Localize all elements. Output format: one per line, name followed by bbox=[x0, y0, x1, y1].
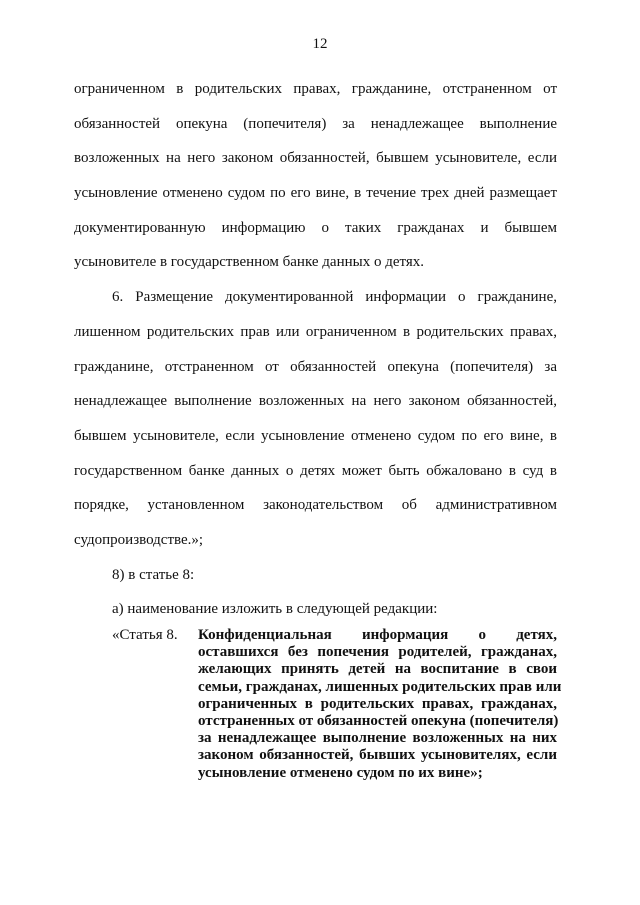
text-line: усыновителе в государственном банке данных о детях. bbox=[74, 254, 425, 271]
text-line: возложенных на него законом обязанностей, бывшем усыновителе, если bbox=[74, 150, 557, 167]
article-title-line: оставшихся без попечения родителей, гражданах, bbox=[198, 644, 557, 661]
article-title-line: Конфиденциальная информация о детях, bbox=[198, 627, 557, 643]
text-line: ограниченном в родительских правах, гражданине, отстраненном от bbox=[74, 81, 557, 97]
article-title-line: ограниченных в родительских правах, гражданах, bbox=[198, 695, 557, 712]
article-label: «Статья 8. bbox=[112, 627, 178, 643]
text-line: гражданине, отстраненном от обязанностей опекуна (попечителя) за bbox=[74, 358, 557, 375]
page-number: 12 bbox=[312, 36, 328, 52]
text-line: государственном банке данных о детях может быть обжаловано в суд в bbox=[74, 462, 557, 479]
text-line: усыновление отменено судом по его вине, в течение трех дней размещает bbox=[74, 185, 557, 202]
article-title-line: усыновление отменено судом по их вине»; bbox=[198, 764, 483, 781]
text-line: документированную информацию о таких гражданах и бывшем bbox=[74, 219, 557, 236]
article-title-line: отстраненных от обязанностей опекуна (попечителя) bbox=[198, 712, 559, 729]
document-body bbox=[74, 72, 557, 627]
text-line: обязанностей опекуна (попечителя) за ненадлежащее выполнение bbox=[74, 115, 557, 132]
text-line: лишенном родительских прав или ограниченном в родительских правах, bbox=[74, 323, 557, 340]
text-line: ненадлежащее выполнение возложенных на него законом обязанностей, bbox=[74, 393, 557, 410]
article-title-line: семьи, гражданах, лишенных родительских прав или bbox=[198, 678, 562, 695]
text-line: а) наименование изложить в следующей редакции: bbox=[112, 601, 438, 618]
text-line: порядке, установленном законодательством об административном bbox=[74, 497, 557, 514]
article-title bbox=[198, 627, 562, 782]
text-line: 6. Размещение документированной информации о гражданине, bbox=[112, 289, 557, 306]
text-line: 8) в статье 8: bbox=[112, 566, 195, 583]
article-title-line: желающих принять детей на воспитание в свои bbox=[198, 661, 557, 678]
article-title-line: законом обязанностей, бывших усыновителях, если bbox=[198, 747, 557, 764]
article-title-line: за ненадлежащее выполнение возложенных на них bbox=[198, 730, 557, 747]
text-line: судопроизводстве.»; bbox=[74, 531, 204, 548]
text-line: бывшем усыновителе, если усыновление отменено судом по его вине, в bbox=[74, 427, 557, 444]
